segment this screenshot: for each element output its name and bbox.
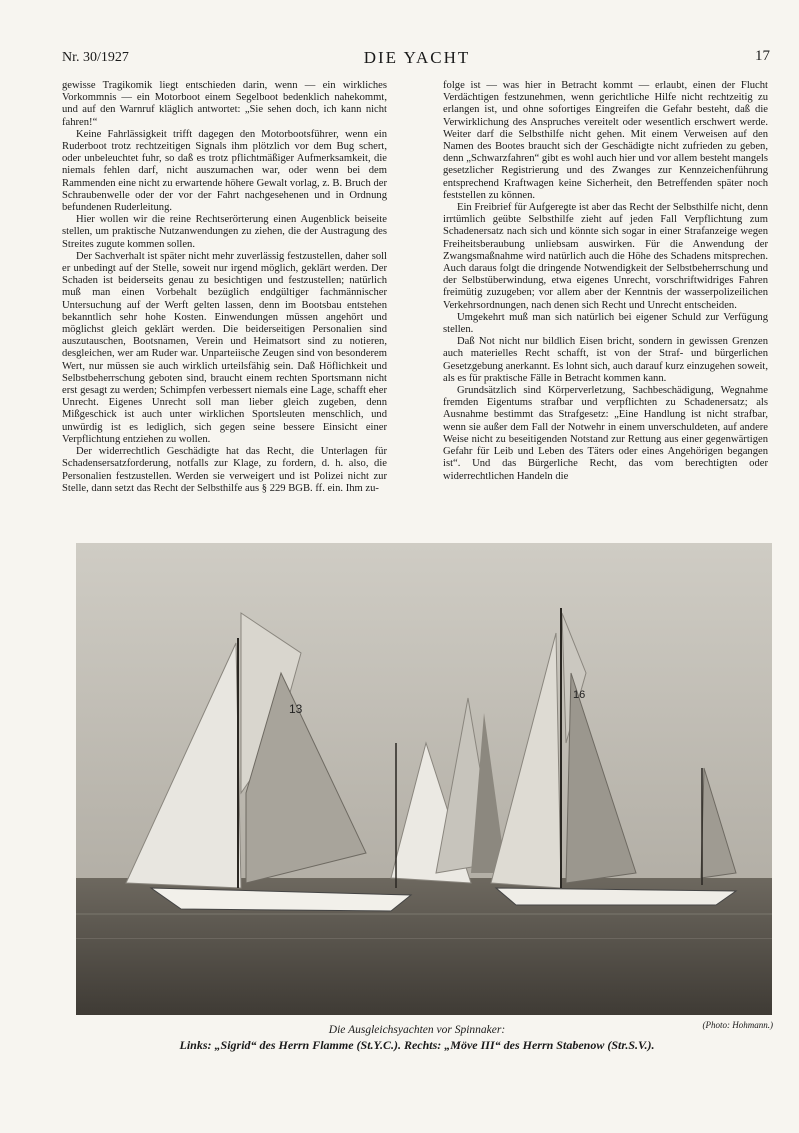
paragraph: Ein Freibrief für Aufgeregte ist aber das Recht der Selbsthilfe nicht, denn irrtümlich geübte Selbsthilfe zieht auf jeden Fall Verpflichtung zum Schadenersatz nach sich und könnte sich sogar in einer Strafanzeige wegen Freiheitsberaubung unliebsam auswirken. Für die Anwendung der Zwangsmaßnahme wird natürlich auch die Höhe des Schadens mitsprechen. Auch daraus folgt die dringende Notwendigkeit der Selbstbeherrschung und der Selbstüberwindung, etwa eigenes Unrecht, vorschriftwidriges Fahren freimütig zuzugeben; vor allem aber der Kenntnis der wasserpolizeilichen Verkehrsordnungen, nach denen sich Recht und Unrecht entscheiden.	[443, 202, 768, 311]
page-header	[62, 46, 772, 68]
paragraph: Daß Not nicht nur bildlich Eisen bricht, sondern in gewissen Grenzen auch materielles Recht schafft, ist von der Straf- und bürgerlichen Gesetzgebung anerkannt. Es lohnt sich, auch darauf kurz einzugehen soweit, als es für praktische Fälle in Betracht kommen kann.	[443, 336, 768, 384]
left-text-column	[62, 80, 387, 495]
issue-number: Nr. 30/1927	[62, 50, 129, 65]
caption-line-2: Links: „Sigrid“ des Herrn Flamme (St.Y.C.). Rechts: „Möve III“ des Herrn Stabenow (Str.S.V.).	[179, 1038, 655, 1052]
photo-credit: (Photo: Hohmann.)	[702, 1020, 773, 1030]
sail-number-13: 13	[289, 702, 303, 716]
paragraph: Umgekehrt muß man sich natürlich bei eigener Schuld zur Verfügung stellen.	[443, 311, 768, 336]
photo-caption	[62, 1023, 772, 1053]
paragraph: folge ist — was hier in Betracht kommt — erlaubt, einen der Flucht Verdächtigen festzunehmen, wenn gerichtliche Hilfe nicht rechtzeitig zu erlangen ist, und ohne sofortiges Eingreifen die Gefahr besteht, daß die Verwirklichung des Anspruches vereitelt oder wesentlich erschwert werde. Weiter darf die Selbsthilfe nicht gehen. Mit einem Verweisen auf den Namen des Bootes braucht sich der Geschädigte nicht zufrieden zu geben, denn „Schwarzfahren“ gibt es wohl auch hier und vor allem besteht mangels gesetzlicher Registrierung und des Zwanges zur Kennzeichenführung entsprechend Kraftwagen keine Sicherheit, den Betreffenden später noch feststellen zu können.	[443, 80, 768, 201]
right-text-column	[443, 80, 768, 483]
sailing-yachts-photo	[76, 543, 772, 1015]
paragraph: Grundsätzlich sind Körperverletzung, Sachbeschädigung, Wegnahme fremden Eigentums strafbar und verpflichten zu Schadenersatz; als Ausnahme bestimmt das Strafgesetz: „Eine Handlung ist nicht strafbar, wenn sie außer dem Fall der Notwehr in einem unverschuldeten, auf andere Weise nicht zu beseitigenden Notstand zur Rettung aus einer gegenwärtigen Gefahr für Leib und Leben des Täters oder eines Angehörigen begangen ist“. Und das Bürgerliche Recht, das vom berechtigten oder widerrechtlichen Handeln die	[443, 385, 768, 482]
paragraph: Der Sachverhalt ist später nicht mehr zuverlässig festzustellen, daher soll er unbedingt auf der Stelle, soweit nur irgend möglich, geklärt werden. Der Schaden ist beiderseits genau zu besichtigen und festzustellen; natürlich muß man einen Vorbehalt bezüglich endgültiger fachmännischer Untersuchung auf der Werft gelten lassen, denn im Bootsbau entstehen bekanntlich sehr hohe Kosten. Einwendungen müssen angehört und möglichst gleich geklärt werden. Die beiderseitigen Personalien sind auszutauschen, Bootsnamen, Verein und Heimatsort sind zu notieren, desgleichen, wer am Ruder war. Unparteiische Zeugen sind von besonderem Wert, nur müssen sie auch wirklich urteilsfähig sein. Daß Höflichkeit und Selbstbeherrschung geboten sind, braucht einem rechten Sportsmann nicht erst gesagt zu werden; Schimpfen verbessert niemals eine Lage, schafft eher Unrecht. Eigenes Unrecht soll man lieber gleich zugeben, denn Mißgeschick ist auch unter wirklichen Sportsleuten menschlich, und unwürdig ist es lediglich, sich gegen seine bessere Einsicht einer Verpflichtung entziehen zu wollen.	[62, 250, 387, 445]
paragraph: Hier wollen wir die reine Rechtserörterung einen Augenblick beiseite stellen, um praktische Nutzanwendungen zu ziehen, die der Austragung des Streites zugute kommen sollen.	[62, 214, 387, 250]
paragraph: Der widerrechtlich Geschädigte hat das Recht, die Unterlagen für Schadensersatzforderung, notfalls zur Klage, zu fordern, d. h. also, die Personalien festzustellen. Werden sie verweigert und ist Polizei nicht zur Stelle, dann setzt das Recht der Selbsthilfe aus § 229 BGB. ff. ein. Ihm zu-	[62, 446, 387, 494]
sail-number-16: 16	[573, 689, 586, 701]
paragraph: Keine Fahrlässigkeit trifft dagegen den Motorbootsführer, wenn ein Ruderboot trotz rechtzeitigen Signals ihm plötzlich vor dem Bug schert, oder unbeleuchtet fuhr, so daß es trotz pflichtmäßiger Aufmerksamkeit, die niemals fehlen darf, nicht auszumachen war, oder wenn bei dem Rammenden eine nicht zu erwartende höhere Gewalt vorlag, z. B. Bruch der Schraubenwelle oder der vor der Fahrt nachgesehenen und in Ordnung befundenen Ruderleitung.	[62, 128, 387, 214]
page-number: 17	[755, 48, 770, 64]
paragraph: gewisse Tragikomik liegt entschieden darin, wenn — ein wirkliches Vorkommnis — ein Motorboot einem Segelboot bedenklich nahekommt, und auf den Warnruf kläglich antwortet: „Sie sehen doch, ich kann nicht fahren!“	[62, 80, 387, 128]
photo-illustration	[76, 543, 772, 1015]
caption-line-1: Die Ausgleichsyachten vor Spinnaker:	[328, 1024, 506, 1036]
magazine-title: DIE YACHT	[363, 48, 471, 67]
